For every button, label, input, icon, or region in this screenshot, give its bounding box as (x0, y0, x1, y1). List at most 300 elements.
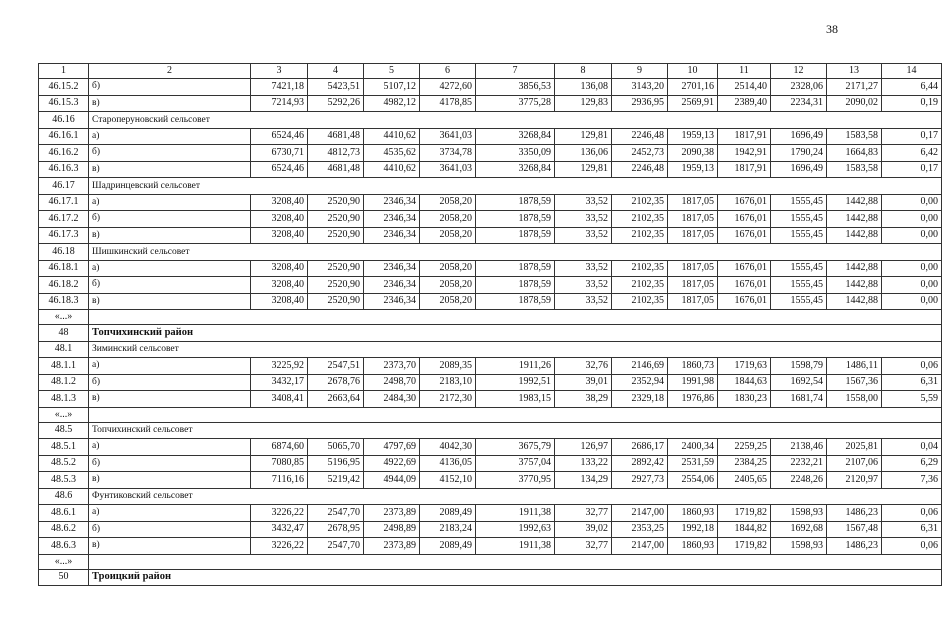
value-cell: 3408,41 (251, 391, 308, 408)
value-cell: 3350,09 (476, 145, 555, 162)
value-cell: 1555,45 (771, 227, 827, 244)
value-cell: 2498,70 (364, 374, 420, 391)
value-cell: 2089,35 (420, 358, 476, 375)
value-cell: 4944,09 (364, 472, 420, 489)
section-row (39, 341, 942, 358)
value-cell: 4535,62 (364, 145, 420, 162)
value-cell: 32,77 (555, 505, 612, 522)
row-code: 48.5.3 (39, 472, 89, 489)
value-cell: 0,00 (882, 211, 942, 228)
table-header-row (39, 64, 942, 79)
value-cell: 2663,64 (308, 391, 364, 408)
value-cell: 5,59 (882, 391, 942, 408)
value-cell: 2520,90 (308, 277, 364, 294)
value-cell: 1983,15 (476, 391, 555, 408)
value-cell: 2452,73 (612, 145, 668, 162)
page-number: 38 (826, 22, 838, 36)
value-cell: 2025,81 (827, 439, 882, 456)
value-cell: 2547,70 (308, 505, 364, 522)
value-cell: 1442,88 (827, 260, 882, 277)
value-cell: 1817,05 (668, 227, 718, 244)
value-cell: 2346,34 (364, 260, 420, 277)
value-cell: 1817,05 (668, 293, 718, 310)
value-cell: 1860,93 (668, 538, 718, 555)
value-cell: 2102,35 (612, 194, 668, 211)
table-row (39, 358, 942, 375)
column-header: 5 (364, 64, 420, 79)
value-cell: 2498,89 (364, 521, 420, 538)
table-row (39, 79, 942, 96)
value-cell: 1959,13 (668, 128, 718, 145)
value-cell: 7421,18 (251, 79, 308, 96)
value-cell: 1959,13 (668, 161, 718, 178)
value-cell: 3208,40 (251, 277, 308, 294)
value-cell: 1681,74 (771, 391, 827, 408)
value-cell: 3143,20 (612, 79, 668, 96)
value-cell: 1911,38 (476, 505, 555, 522)
table-row (39, 211, 942, 228)
row-label: в) (89, 293, 251, 310)
value-cell: 2373,89 (364, 538, 420, 555)
table-row (39, 391, 942, 408)
value-cell: 0,00 (882, 260, 942, 277)
value-cell: 5107,12 (364, 79, 420, 96)
value-cell: 1860,93 (668, 505, 718, 522)
value-cell: 1696,49 (771, 161, 827, 178)
value-cell: 1719,63 (718, 358, 771, 375)
value-cell: 2058,20 (420, 277, 476, 294)
empty-cell (89, 310, 942, 325)
value-cell: 1676,01 (718, 194, 771, 211)
row-code: 46.16.3 (39, 161, 89, 178)
value-cell: 2678,76 (308, 374, 364, 391)
value-cell: 2058,20 (420, 293, 476, 310)
value-cell: 6524,46 (251, 161, 308, 178)
value-cell: 33,52 (555, 260, 612, 277)
value-cell: 4797,69 (364, 439, 420, 456)
value-cell: 3268,84 (476, 161, 555, 178)
value-cell: 1598,93 (771, 505, 827, 522)
value-cell: 7,36 (882, 472, 942, 489)
row-label: б) (89, 211, 251, 228)
value-cell: 1555,45 (771, 194, 827, 211)
section-title: Зиминский сельсовет (89, 341, 942, 358)
value-cell: 1992,63 (476, 521, 555, 538)
value-cell: 3226,22 (251, 505, 308, 522)
value-cell: 2353,25 (612, 521, 668, 538)
value-cell: 1817,05 (668, 260, 718, 277)
value-cell: 3432,17 (251, 374, 308, 391)
value-cell: 2701,16 (668, 79, 718, 96)
table-row (39, 472, 942, 489)
value-cell: 2936,95 (612, 95, 668, 112)
value-cell: 129,81 (555, 128, 612, 145)
value-cell: 2346,34 (364, 277, 420, 294)
value-cell: 2146,69 (612, 358, 668, 375)
value-cell: 3757,04 (476, 455, 555, 472)
value-cell: 2400,34 (668, 439, 718, 456)
row-code: 48.5 (39, 422, 89, 439)
value-cell: 2514,40 (718, 79, 771, 96)
column-header: 14 (882, 64, 942, 79)
row-code: 48.5.1 (39, 439, 89, 456)
value-cell: 2183,10 (420, 374, 476, 391)
row-code: 46.17.1 (39, 194, 89, 211)
row-code: 48.1.3 (39, 391, 89, 408)
value-cell: 2058,20 (420, 211, 476, 228)
value-cell: 1844,82 (718, 521, 771, 538)
row-code: 48 (39, 325, 89, 342)
value-cell: 2102,35 (612, 260, 668, 277)
row-label: б) (89, 145, 251, 162)
value-cell: 5065,70 (308, 439, 364, 456)
value-cell: 2259,25 (718, 439, 771, 456)
value-cell: 1583,58 (827, 128, 882, 145)
table-row (39, 505, 942, 522)
value-cell: 1486,23 (827, 505, 882, 522)
value-cell: 1442,88 (827, 211, 882, 228)
row-label: а) (89, 505, 251, 522)
row-label: б) (89, 374, 251, 391)
value-cell: 2484,30 (364, 391, 420, 408)
value-cell: 2373,89 (364, 505, 420, 522)
value-cell: 2058,20 (420, 227, 476, 244)
value-cell: 1992,18 (668, 521, 718, 538)
table-row (39, 95, 942, 112)
value-cell: 33,52 (555, 211, 612, 228)
value-cell: 1976,86 (668, 391, 718, 408)
ellipsis-row (39, 554, 942, 569)
row-code: 48.6.2 (39, 521, 89, 538)
section-title: Шадринцевский сельсовет (89, 178, 942, 195)
value-cell: 1692,68 (771, 521, 827, 538)
table-row (39, 145, 942, 162)
value-cell: 6,29 (882, 455, 942, 472)
value-cell: 4681,48 (308, 128, 364, 145)
row-code: 48.5.2 (39, 455, 89, 472)
value-cell: 3734,78 (420, 145, 476, 162)
value-cell: 2520,90 (308, 194, 364, 211)
value-cell: 3208,40 (251, 293, 308, 310)
value-cell: 2686,17 (612, 439, 668, 456)
value-cell: 1844,63 (718, 374, 771, 391)
value-cell: 33,52 (555, 277, 612, 294)
row-code: 46.18 (39, 244, 89, 261)
table-row (39, 128, 942, 145)
row-label: в) (89, 227, 251, 244)
row-label: б) (89, 277, 251, 294)
table-row (39, 161, 942, 178)
row-label: в) (89, 161, 251, 178)
value-cell: 2234,31 (771, 95, 827, 112)
value-cell: 3226,22 (251, 538, 308, 555)
value-cell: 4681,48 (308, 161, 364, 178)
row-code: 48.6 (39, 488, 89, 505)
value-cell: 2927,73 (612, 472, 668, 489)
value-cell: 5292,26 (308, 95, 364, 112)
value-cell: 1878,59 (476, 211, 555, 228)
value-cell: 1555,45 (771, 293, 827, 310)
value-cell: 0,00 (882, 194, 942, 211)
value-cell: 126,97 (555, 439, 612, 456)
column-header: 10 (668, 64, 718, 79)
value-cell: 2520,90 (308, 227, 364, 244)
value-cell: 2373,70 (364, 358, 420, 375)
table-row (39, 293, 942, 310)
value-cell: 6,42 (882, 145, 942, 162)
value-cell: 2328,06 (771, 79, 827, 96)
column-header: 1 (39, 64, 89, 79)
row-label: б) (89, 521, 251, 538)
value-cell: 2120,97 (827, 472, 882, 489)
value-cell: 1555,45 (771, 260, 827, 277)
value-cell: 2172,30 (420, 391, 476, 408)
section-title: Топчихинский сельсовет (89, 422, 942, 439)
value-cell: 1442,88 (827, 194, 882, 211)
district-title: Топчихинский район (89, 325, 942, 342)
value-cell: 1817,05 (668, 277, 718, 294)
section-title: Фунтиковский сельсовет (89, 488, 942, 505)
value-cell: 2329,18 (612, 391, 668, 408)
row-code: 46.17 (39, 178, 89, 195)
value-cell: 134,29 (555, 472, 612, 489)
value-cell: 6524,46 (251, 128, 308, 145)
value-cell: 0,17 (882, 128, 942, 145)
value-cell: 2090,02 (827, 95, 882, 112)
value-cell: 6,44 (882, 79, 942, 96)
value-cell: 1442,88 (827, 277, 882, 294)
value-cell: 1991,98 (668, 374, 718, 391)
ellipsis-row (39, 310, 942, 325)
section-row (39, 244, 942, 261)
value-cell: 0,19 (882, 95, 942, 112)
value-cell: 1860,73 (668, 358, 718, 375)
value-cell: 2389,40 (718, 95, 771, 112)
value-cell: 2569,91 (668, 95, 718, 112)
value-cell: 2547,51 (308, 358, 364, 375)
empty-cell (89, 554, 942, 569)
row-label: в) (89, 538, 251, 555)
column-header: 12 (771, 64, 827, 79)
value-cell: 3775,28 (476, 95, 555, 112)
value-cell: 1790,24 (771, 145, 827, 162)
value-cell: 4410,62 (364, 161, 420, 178)
row-code: 46.15.2 (39, 79, 89, 96)
row-code: 46.18.2 (39, 277, 89, 294)
value-cell: 0,06 (882, 505, 942, 522)
value-cell: 4922,69 (364, 455, 420, 472)
row-code: 46.17.2 (39, 211, 89, 228)
row-code: 48.6.3 (39, 538, 89, 555)
value-cell: 32,77 (555, 538, 612, 555)
value-cell: 6,31 (882, 521, 942, 538)
value-cell: 1878,59 (476, 194, 555, 211)
row-code: 46.16.2 (39, 145, 89, 162)
value-cell: 1486,23 (827, 538, 882, 555)
value-cell: 4410,62 (364, 128, 420, 145)
value-cell: 1830,23 (718, 391, 771, 408)
value-cell: 7080,85 (251, 455, 308, 472)
value-cell: 0,00 (882, 293, 942, 310)
value-cell: 2246,48 (612, 161, 668, 178)
row-label: а) (89, 128, 251, 145)
table-row (39, 277, 942, 294)
row-code: 46.16 (39, 112, 89, 129)
value-cell: 7116,16 (251, 472, 308, 489)
value-cell: 2102,35 (612, 211, 668, 228)
value-cell: 0,06 (882, 538, 942, 555)
value-cell: 0,00 (882, 227, 942, 244)
value-cell: 3856,53 (476, 79, 555, 96)
column-header: 13 (827, 64, 882, 79)
table-row (39, 538, 942, 555)
value-cell: 6,31 (882, 374, 942, 391)
table-row (39, 374, 942, 391)
value-cell: 2089,49 (420, 538, 476, 555)
value-cell: 2102,35 (612, 227, 668, 244)
value-cell: 1676,01 (718, 227, 771, 244)
value-cell: 2232,21 (771, 455, 827, 472)
value-cell: 2107,06 (827, 455, 882, 472)
district-title: Троицкий район (89, 569, 942, 586)
section-row (39, 422, 942, 439)
row-label: б) (89, 455, 251, 472)
value-cell: 1676,01 (718, 211, 771, 228)
value-cell: 1567,36 (827, 374, 882, 391)
row-code: 48.1.1 (39, 358, 89, 375)
value-cell: 3208,40 (251, 194, 308, 211)
value-cell: 2346,34 (364, 194, 420, 211)
section-title: Шишкинский сельсовет (89, 244, 942, 261)
value-cell: 2058,20 (420, 260, 476, 277)
row-label: б) (89, 79, 251, 96)
value-cell: 2352,94 (612, 374, 668, 391)
value-cell: 0,04 (882, 439, 942, 456)
value-cell: 2102,35 (612, 293, 668, 310)
value-cell: 6874,60 (251, 439, 308, 456)
value-cell: 39,02 (555, 521, 612, 538)
value-cell: 6730,71 (251, 145, 308, 162)
value-cell: 1486,11 (827, 358, 882, 375)
row-code: 46.15.3 (39, 95, 89, 112)
value-cell: 4812,73 (308, 145, 364, 162)
table-row (39, 260, 942, 277)
row-code: 46.18.3 (39, 293, 89, 310)
value-cell: 2147,00 (612, 538, 668, 555)
column-header: 4 (308, 64, 364, 79)
value-cell: 38,29 (555, 391, 612, 408)
value-cell: 1878,59 (476, 293, 555, 310)
value-cell: 1555,45 (771, 211, 827, 228)
section-title: Староперуновский сельсовет (89, 112, 942, 129)
value-cell: 2346,34 (364, 227, 420, 244)
ellipsis-mark: «...» (39, 407, 89, 422)
value-cell: 2171,27 (827, 79, 882, 96)
row-label: в) (89, 391, 251, 408)
value-cell: 2678,95 (308, 521, 364, 538)
table-row (39, 521, 942, 538)
ellipsis-mark: «...» (39, 554, 89, 569)
value-cell: 1555,45 (771, 277, 827, 294)
value-cell: 136,08 (555, 79, 612, 96)
value-cell: 1676,01 (718, 277, 771, 294)
value-cell: 39,01 (555, 374, 612, 391)
value-cell: 1664,83 (827, 145, 882, 162)
value-cell: 1817,91 (718, 161, 771, 178)
value-cell: 4152,10 (420, 472, 476, 489)
tariff-table (38, 63, 942, 586)
value-cell: 3225,92 (251, 358, 308, 375)
value-cell: 4042,30 (420, 439, 476, 456)
value-cell: 1442,88 (827, 293, 882, 310)
value-cell: 1817,91 (718, 128, 771, 145)
value-cell: 33,52 (555, 293, 612, 310)
value-cell: 1676,01 (718, 260, 771, 277)
value-cell: 1911,26 (476, 358, 555, 375)
column-header: 8 (555, 64, 612, 79)
value-cell: 0,06 (882, 358, 942, 375)
value-cell: 3641,03 (420, 128, 476, 145)
value-cell: 2346,34 (364, 293, 420, 310)
empty-cell (89, 407, 942, 422)
value-cell: 2520,90 (308, 260, 364, 277)
value-cell: 2246,48 (612, 128, 668, 145)
row-label: а) (89, 358, 251, 375)
value-cell: 2248,26 (771, 472, 827, 489)
table-row (39, 194, 942, 211)
value-cell: 2892,42 (612, 455, 668, 472)
value-cell: 5423,51 (308, 79, 364, 96)
column-header: 11 (718, 64, 771, 79)
value-cell: 33,52 (555, 227, 612, 244)
value-cell: 3268,84 (476, 128, 555, 145)
value-cell: 1676,01 (718, 293, 771, 310)
value-cell: 2183,24 (420, 521, 476, 538)
value-cell: 0,00 (882, 277, 942, 294)
column-header: 2 (89, 64, 251, 79)
value-cell: 1442,88 (827, 227, 882, 244)
row-code: 50 (39, 569, 89, 586)
value-cell: 1817,05 (668, 211, 718, 228)
row-code: 46.18.1 (39, 260, 89, 277)
value-cell: 2089,49 (420, 505, 476, 522)
value-cell: 129,83 (555, 95, 612, 112)
table-row (39, 439, 942, 456)
value-cell: 4178,85 (420, 95, 476, 112)
value-cell: 2520,90 (308, 211, 364, 228)
table-body (39, 64, 942, 586)
value-cell: 4272,60 (420, 79, 476, 96)
value-cell: 2520,90 (308, 293, 364, 310)
value-cell: 2346,34 (364, 211, 420, 228)
value-cell: 1583,58 (827, 161, 882, 178)
value-cell: 1817,05 (668, 194, 718, 211)
row-code: 48.6.1 (39, 505, 89, 522)
district-row (39, 325, 942, 342)
district-row (39, 569, 942, 586)
table-row (39, 227, 942, 244)
value-cell: 3432,47 (251, 521, 308, 538)
column-header: 9 (612, 64, 668, 79)
row-label: в) (89, 95, 251, 112)
row-label: а) (89, 439, 251, 456)
row-code: 48.1.2 (39, 374, 89, 391)
value-cell: 1558,00 (827, 391, 882, 408)
column-header: 7 (476, 64, 555, 79)
value-cell: 3208,40 (251, 211, 308, 228)
value-cell: 2102,35 (612, 277, 668, 294)
value-cell: 2554,06 (668, 472, 718, 489)
